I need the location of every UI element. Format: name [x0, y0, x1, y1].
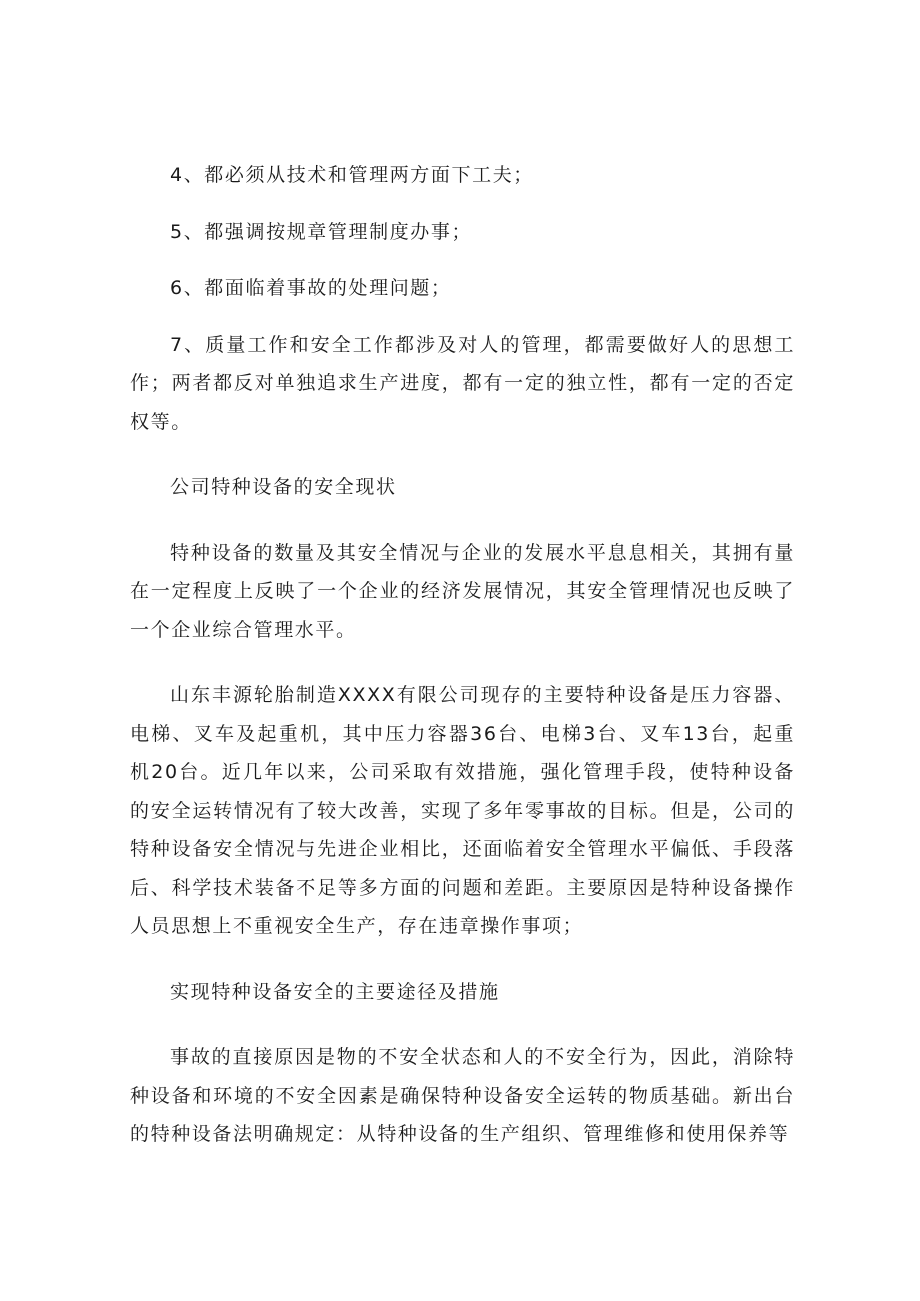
section-heading-current-status: 公司特种设备的安全现状 — [170, 476, 397, 498]
paragraph-equipment-overview: 特种设备的数量及其安全情况与企业的发展水平息息相关，其拥有量在一定程度上反映了一个企业的经济发展情况，其安全管理情况也反映了一个企业综合管理水平。 — [130, 541, 795, 641]
paragraph-accident-causes: 事故的直接原因是物的不安全状态和人的不安全行为，因此，消除特种设备和环境的不安全因素是确保特种设备安全运转的物质基础。新出台的特种设备法明确规定：从特种设备的生产组织、管理维修和使用保养等 — [130, 1046, 795, 1145]
document-body — [130, 156, 795, 1154]
list-item-7: 7、质量工作和安全工作都涉及对人的管理，都需要做好人的思想工作；两者都反对单独追求生产进度，都有一定的独立性，都有一定的否定权等。 — [130, 333, 795, 433]
list-item-5: 5、都强调按规章管理制度办事； — [170, 220, 473, 243]
paragraph-company-status: 山东丰源轮胎制造XXXX有限公司现存的主要特种设备是压力容器、电梯、叉车及起重机，其中压力容器36台、电梯3台、叉车13台，起重机20台。近几年以来，公司采取有效措施，强化管理手段，使特种设备的安全运转情况有了较大改善，实现了多年零事故的目标。但是，公司的特种设备安全情况与先进企业相比，还面临着安全管理水平偏低、手段落后、科学技术装备不足等多方面的问题和差距。主要原因是特种设备操作人员思想上不重视安全生产，存在违章操作事项； — [130, 684, 795, 937]
section-heading-measures: 实现特种设备安全的主要途径及措施 — [170, 980, 500, 1003]
list-item-6: 6、都面临着事故的处理问题； — [170, 277, 452, 299]
list-item-4: 4、都必须从技术和管理两方面下工夫； — [170, 164, 534, 186]
